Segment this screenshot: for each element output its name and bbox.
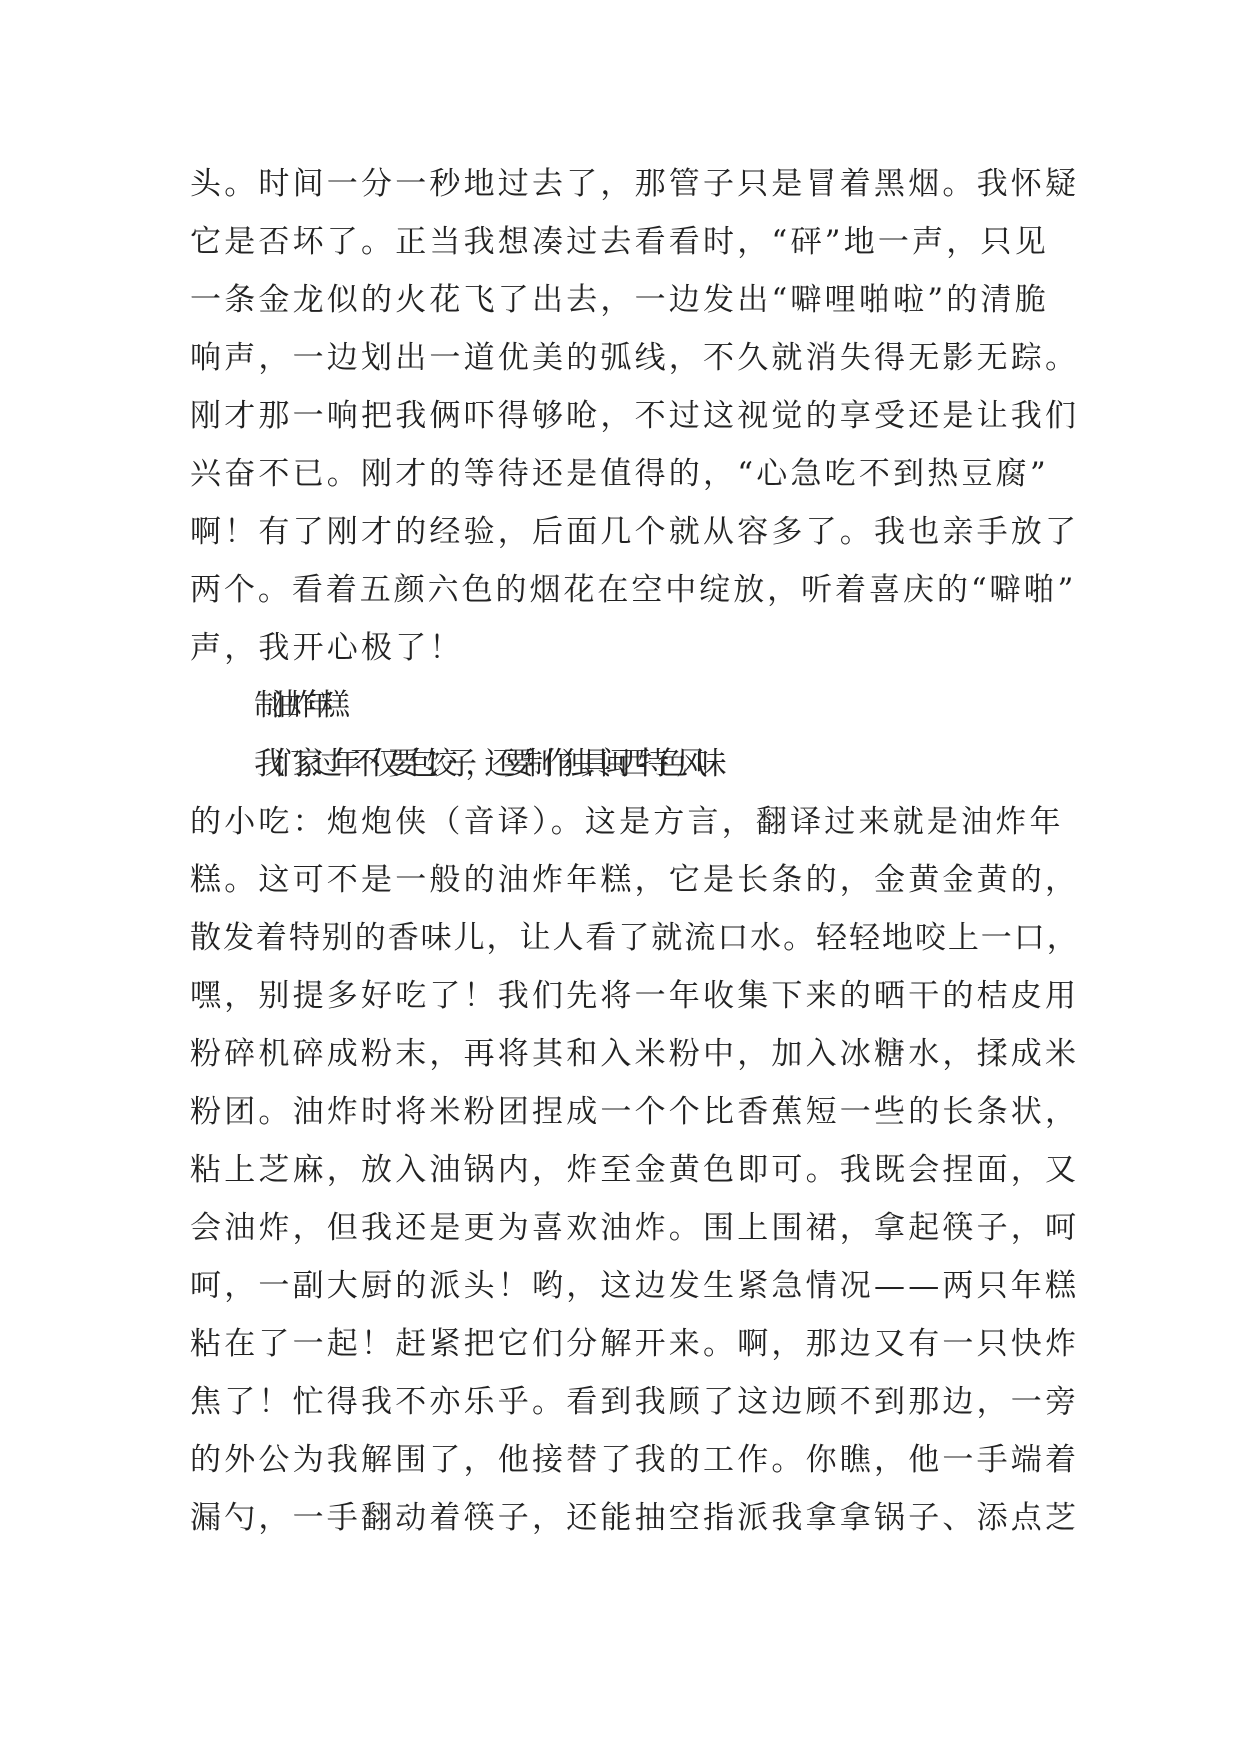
text-line: 呵，一副大厨的派头！哟，这边发生紧急情况——两只年糕 [190, 1268, 1080, 1304]
text-line: 粉团。油炸时将米粉团捏成一个个比香蕉短一些的长条状， [190, 1094, 1080, 1130]
text-line: 会油炸，但我还是更为喜欢油炸。围上围裙，拿起筷子，呵 [190, 1210, 1080, 1246]
text-line: 散发着特别的香味儿，让人看了就流口水。轻轻地咬上一口， [190, 920, 1080, 956]
text-line: 漏勺，一手翻动着筷子，还能抽空指派我拿拿锅子、添点芝 [190, 1500, 1080, 1536]
text-line: 的外公为我解围了，他接替了我的工作。你瞧，他一手端着 [190, 1442, 1080, 1478]
text-line: 刚才那一响把我俩吓得够呛，不过这视觉的享受还是让我们 [190, 398, 1080, 434]
text-line: 嘿，别提多好吃了！我们先将一年收集下来的晒干的桔皮用 [190, 978, 1080, 1014]
text-line: 它是否坏了。正当我想凑过去看看时，“砰”地一声，只见 [190, 224, 1049, 260]
text-line: 头。时间一分一秒地过去了，那管子只是冒着黑烟。我怀疑 [190, 166, 1080, 202]
text-line: 糕。这可不是一般的油炸年糕，它是长条的，金黄金黄的， [190, 862, 1080, 898]
paragraph-first-line: 我们家过年不仅要包饺子，还要制作独具闽西特色风味 [254, 746, 715, 782]
text-line: 粘上芝麻，放入油锅内，炸至金黄色即可。我既会捏面，又 [190, 1152, 1080, 1188]
text-line: 粘在了一起！赶紧把它们分解开来。啊，那边又有一只快炸 [190, 1326, 1080, 1362]
text-line: 焦了！忙得我不亦乐乎。看到我顾了这边顾不到那边，一旁 [190, 1384, 1080, 1420]
text-line: 粉碎机碎成粉末，再将其和入米粉中，加入冰糖水，揉成米 [190, 1036, 1080, 1072]
text-line: 两个。看着五颜六色的烟花在空中绽放，听着喜庆的“噼啪” [190, 572, 1077, 608]
text-line: 的小吃：炮炮侠（音译）。这是方言，翻译过来就是油炸年 [190, 804, 1064, 840]
section-heading: 制油炸年糕 [254, 688, 337, 723]
text-line: 响声，一边划出一道优美的弧线，不久就消失得无影无踪。 [190, 340, 1080, 376]
text-line: 兴奋不已。刚才的等待还是值得的，“心急吃不到热豆腐” [190, 456, 1049, 492]
text-line: 声，我开心极了！ [190, 630, 464, 666]
text-line: 一条金龙似的火花飞了出去，一边发出“噼哩啪啦”的清脆 [190, 282, 1049, 318]
text-line: 啊！有了刚才的经验，后面几个就从容多了。我也亲手放了 [190, 514, 1080, 550]
